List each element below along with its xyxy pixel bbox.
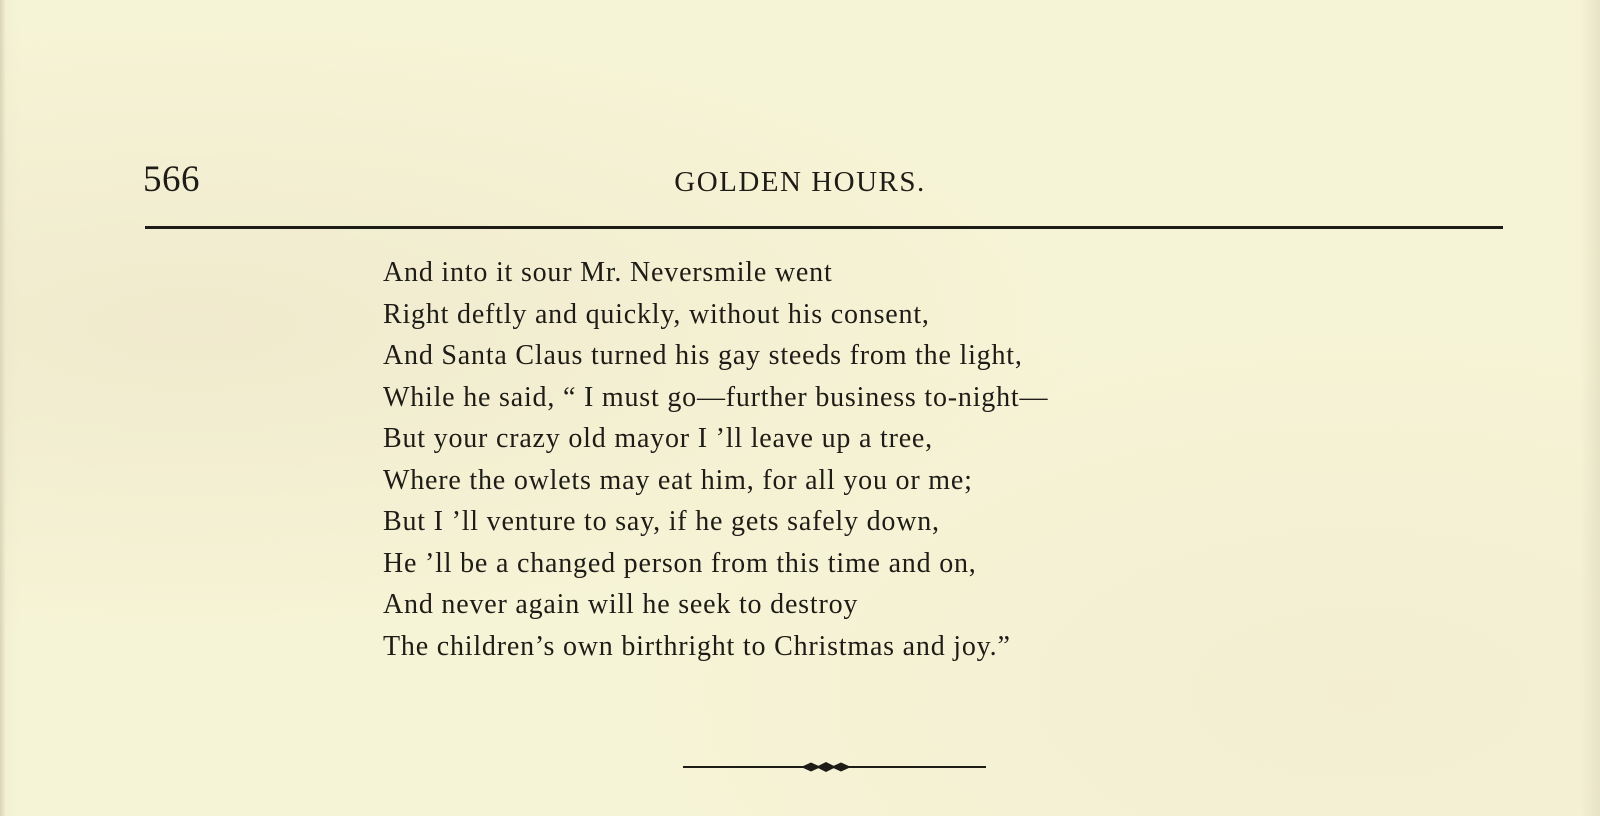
poem-line: But I ’ll venture to say, if he gets safely down,: [383, 506, 940, 537]
running-head: GOLDEN HOURS.: [674, 166, 926, 198]
ornament-divider-icon: [683, 758, 986, 776]
poem-line: But your crazy old mayor I ’ll leave up a tree,: [383, 423, 933, 454]
poem-line: Where the owlets may eat him, for all you or me;: [383, 464, 973, 496]
header-rule: [145, 226, 1503, 229]
poem-line: And never again will he seek to destroy: [383, 589, 859, 620]
poem-line: The children’s own birthright to Christmas and joy.”: [383, 630, 1011, 662]
poem-line: And into it sour Mr. Neversmile went: [383, 257, 833, 288]
poem-line: Right deftly and quickly, without his consent,: [383, 298, 930, 330]
poem-line: While he said, “ I must go—further business to-night—: [383, 381, 1049, 413]
page-number: 566: [143, 159, 200, 200]
poem-line: And Santa Claus turned his gay steeds from the light,: [383, 340, 1023, 371]
poem-line: He ’ll be a changed person from this time and on,: [383, 547, 977, 579]
poem-stanza: [383, 252, 1048, 667]
